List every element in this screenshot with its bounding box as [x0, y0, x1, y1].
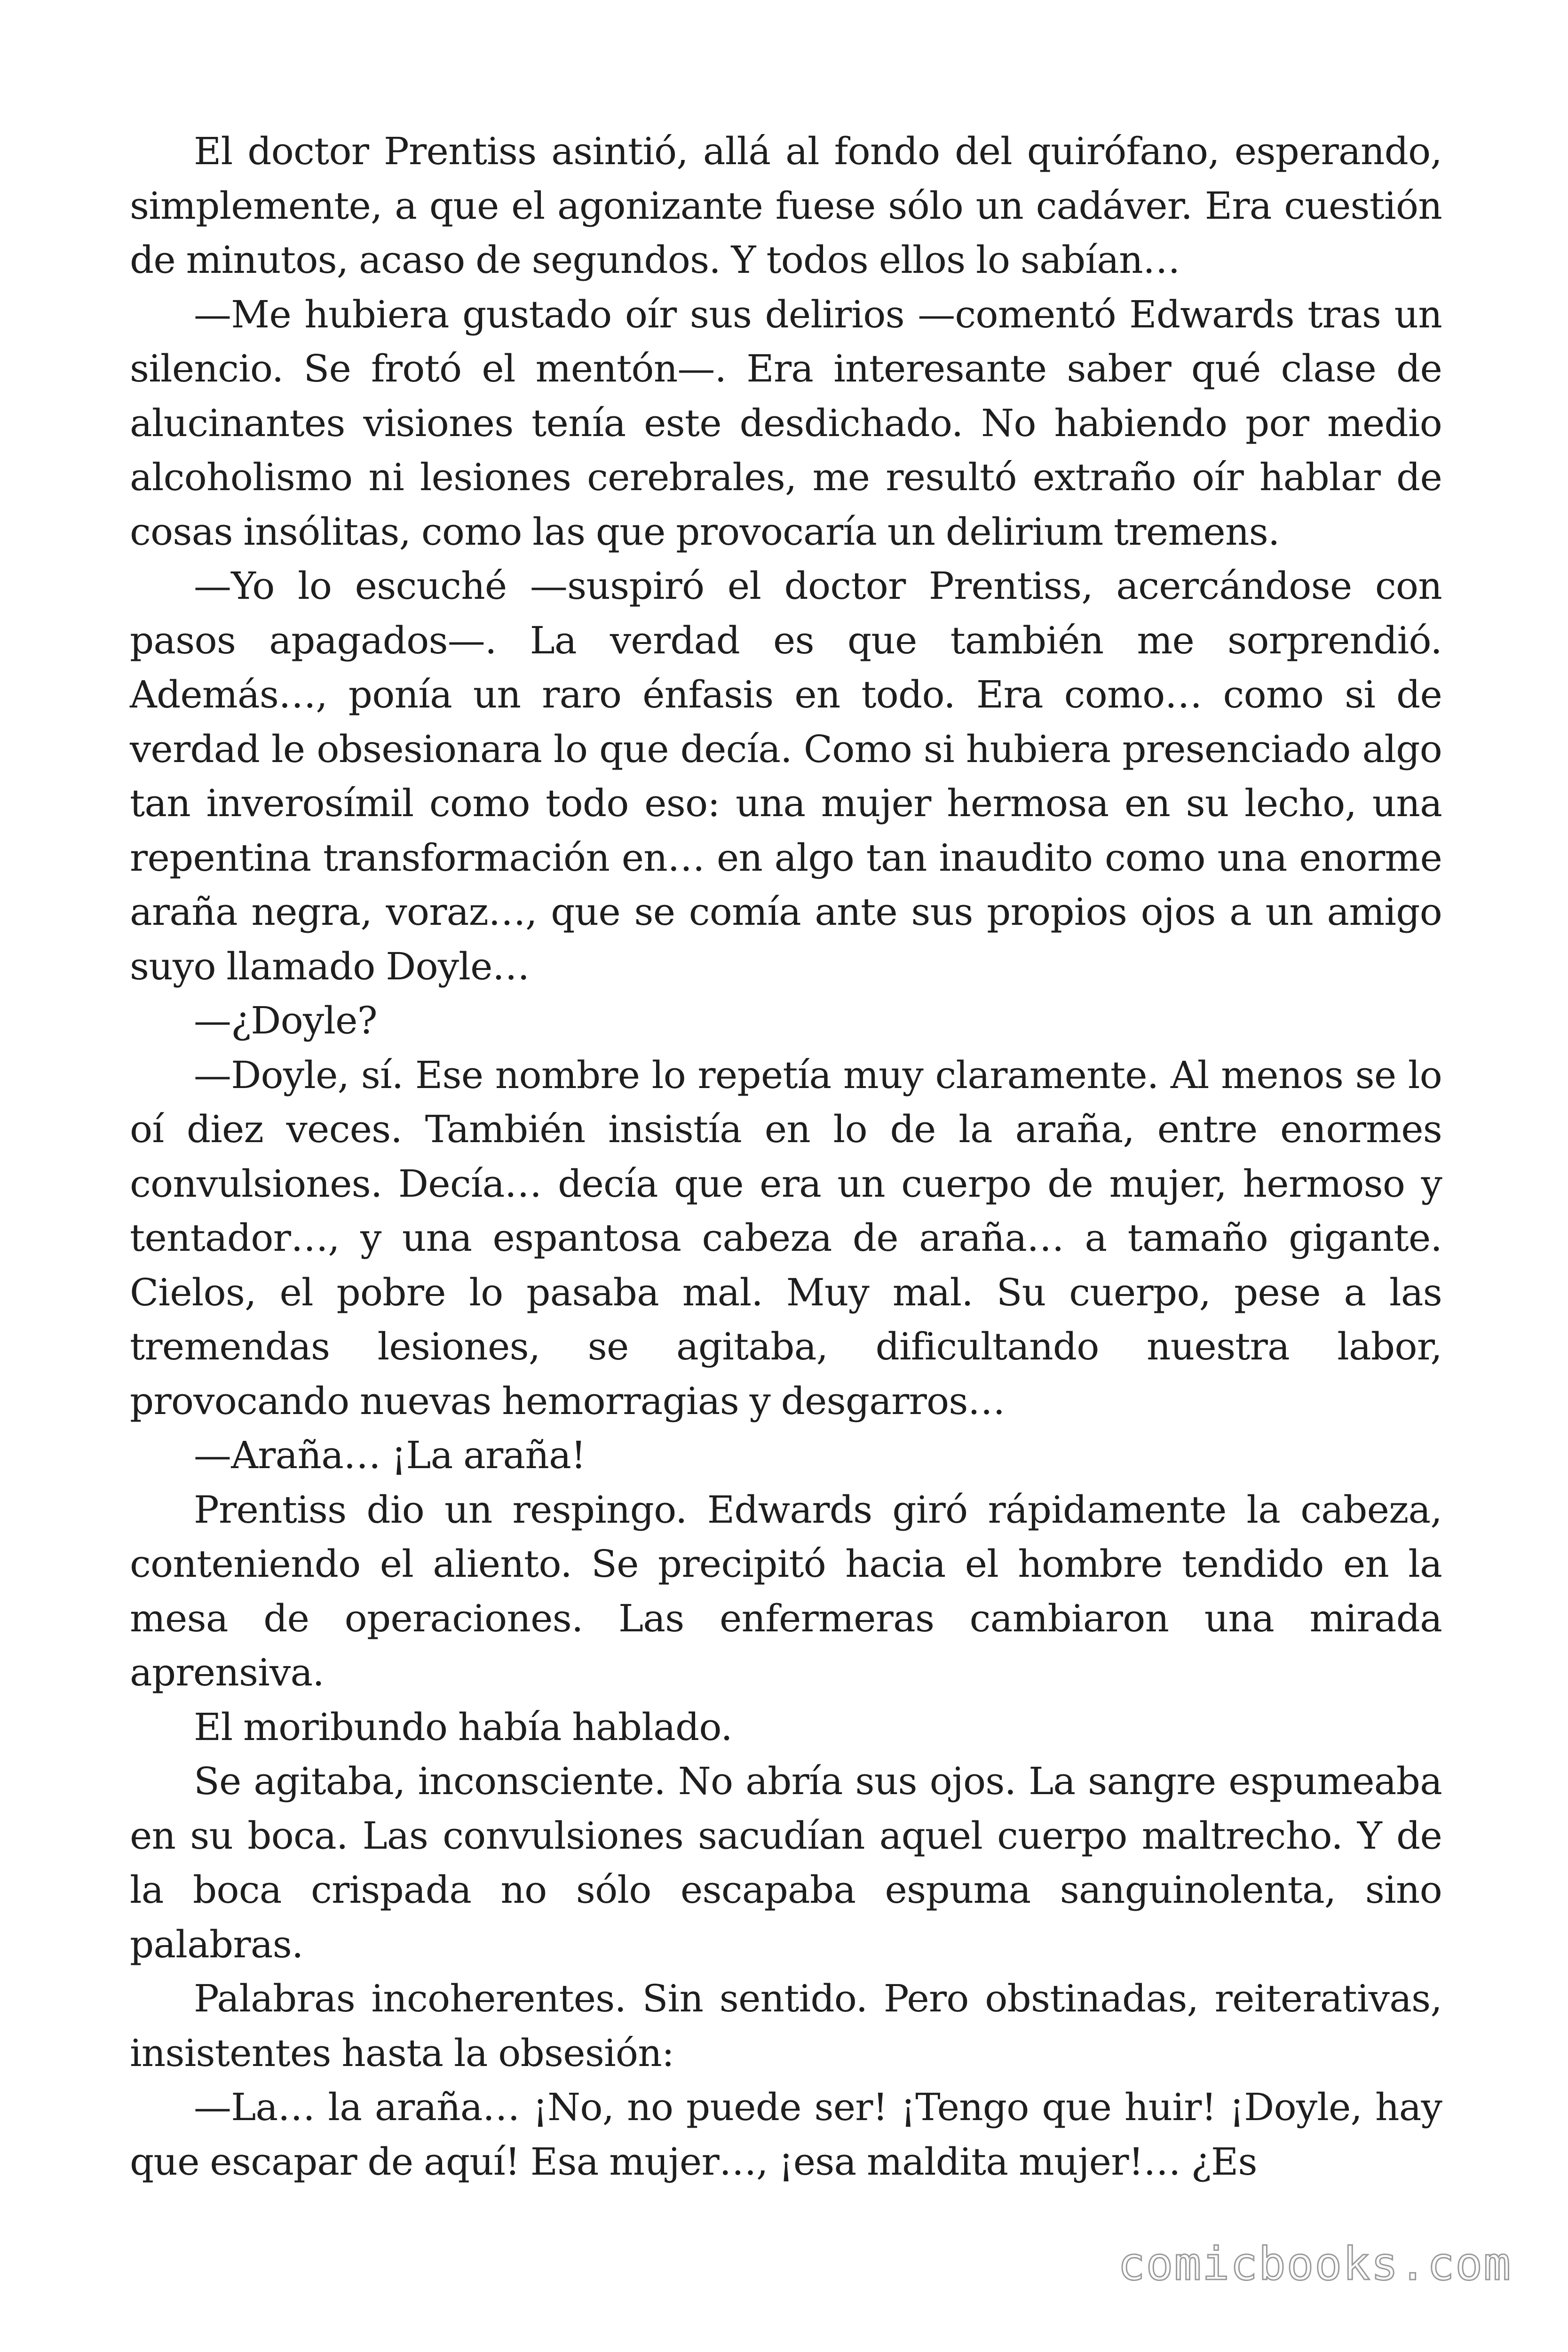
paragraph-2: —Me hubiera gustado oír sus delirios —comentó Edwards tras un silencio. Se frotó el mentón—. Era interesante saber qué clase de alucinantes visiones tenía este desdichado. No habiendo por medio alcoholismo ni lesiones cerebrales, me resultó extraño oír hablar de cosas insólitas, como las que provocaría un delirium tremens.: [130, 292, 1442, 554]
paragraph-8: El moribundo había hablado.: [194, 1705, 732, 1749]
paragraph-4: —¿Doyle?: [194, 999, 377, 1042]
watermark: comicbooks.com: [1117, 2238, 1512, 2290]
book-page-text: [130, 124, 1442, 2189]
paragraph-10: Palabras incoherentes. Sin sentido. Pero obstinadas, reiterativas, insistentes hasta la obsesión:: [130, 1977, 1442, 2075]
paragraph-7: Prentiss dio un respingo. Edwards giró rápidamente la cabeza, conteniendo el aliento. Se precipitó hacia el hombre tendido en la mesa de operaciones. Las enfermeras cambiaron una mirada aprensiva.: [130, 1487, 1442, 1694]
paragraph-3: —Yo lo escuché —suspiró el doctor Prentiss, acercándose con pasos apagados—. La verdad es que también me sorprendió. Además…, ponía un raro énfasis en todo. Era como… como si de verdad le obsesionara lo que decía. Como si hubiera presenciado algo tan inverosímil como todo eso: una mujer hermosa en su lecho, una repentina transformación en… en algo tan inaudito como una enorme araña negra, voraz…, que se comía ante sus propios ojos a un amigo suyo llamado Doyle…: [130, 564, 1442, 988]
paragraph-11: —La… la araña… ¡No, no puede ser! ¡Tengo que huir! ¡Doyle, hay que escapar de aquí! Esa mujer…, ¡esa maldita mujer!… ¿Es: [130, 2085, 1442, 2184]
paragraph-6: —Araña… ¡La araña!: [194, 1433, 586, 1477]
paragraph-5: —Doyle, sí. Ese nombre lo repetía muy claramente. Al menos se lo oí diez veces. También insistía en lo de la araña, entre enormes convulsiones. Decía… decía que era un cuerpo de mujer, hermoso y tentador…, y una espantosa cabeza de araña… a tamaño gigante. Cielos, el pobre lo pasaba mal. Muy mal. Su cuerpo, pese a las tremendas lesiones, se agitaba, dificultando nuestra labor, provocando nuevas hemorragias y desgarros…: [130, 1053, 1442, 1423]
paragraph-9: Se agitaba, inconsciente. No abría sus ojos. La sangre espumeaba en su boca. Las convulsiones sacudían aquel cuerpo maltrecho. Y de la boca crispada no sólo escapaba espuma sanguinolenta, sino palabras.: [130, 1759, 1442, 1966]
paragraph-1: El doctor Prentiss asintió, allá al fondo del quirófano, esperando, simplemente, a que el agonizante fuese sólo un cadáver. Era cuestión de minutos, acaso de segundos. Y todos ellos lo sabían…: [130, 129, 1442, 282]
